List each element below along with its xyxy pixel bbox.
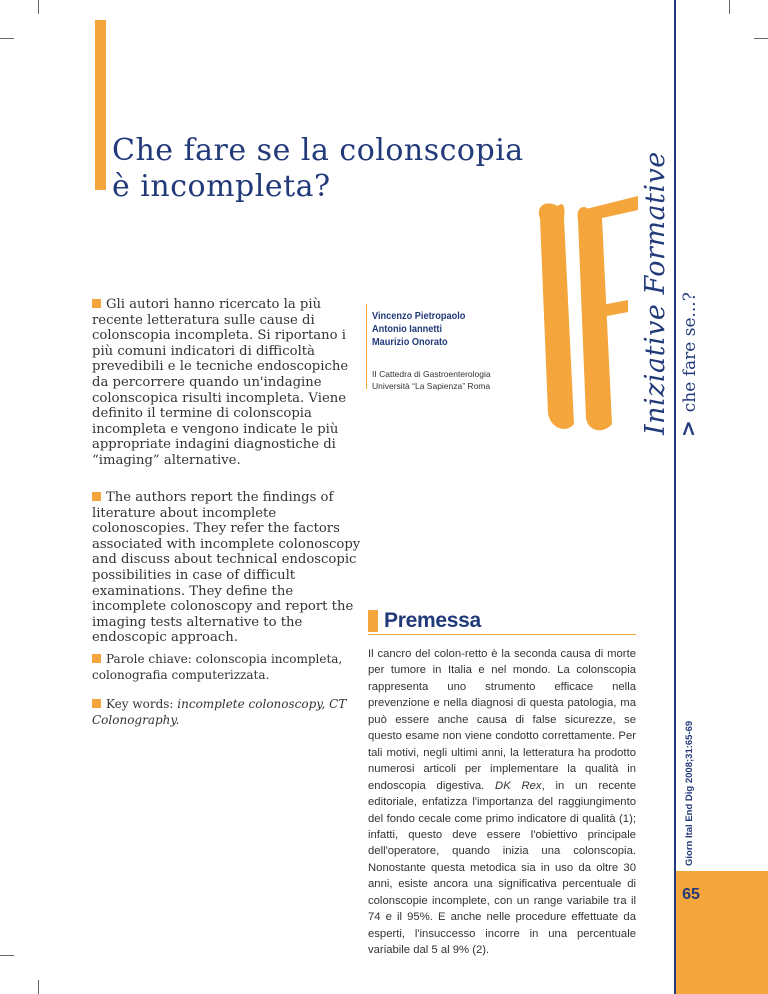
bullet-square-icon: [92, 492, 101, 501]
body-italic-ref: DK Rex: [495, 779, 542, 792]
section-rule: [368, 634, 636, 635]
bullet-square-icon: [92, 699, 101, 708]
author-list: [372, 310, 556, 349]
section-vertical-subtitle: [676, 292, 700, 437]
title-accent-bar: [95, 20, 106, 190]
affiliation-line-1: II Cattedra di Gastroenterologia: [372, 369, 491, 379]
keywords-italian-label: Parole chiave:: [106, 652, 192, 666]
keywords-english-text: incomplete colonoscopy, CT Colonography.: [92, 697, 347, 727]
crop-mark: [0, 38, 14, 39]
section-vertical-title: Iniziative Formative: [640, 151, 671, 435]
abstract-english-text: The authors report the findings of literature about incomplete colonoscopies. They refer the factors associated with incomplete colonoscopy and discuss about technical endoscopic possibilities in case of difficult examinations. They define the incomplete colonoscopy and report the imaging tests alternative to the endoscopic approach.: [92, 490, 361, 646]
abstract-italian: [92, 297, 360, 469]
crop-mark: [729, 0, 730, 14]
journal-citation: Giorn Ital End Dig 2008;31:65-69: [684, 720, 695, 866]
title-line-1: Che fare se la colonscopia: [112, 133, 524, 168]
article-title: [112, 133, 572, 205]
crop-mark: [38, 0, 39, 14]
bullet-square-icon: [92, 654, 101, 663]
affiliation-line-2: Università “La Sapienza” Roma: [372, 381, 491, 391]
chevron-right-icon: >: [676, 420, 700, 437]
subtitle-text: che fare se...?: [680, 292, 700, 413]
body-text-part-2: , in un recente editoriale, enfatizza l'importanza del raggiungimento del fondo cecale come primo indicatore di qualità (1); infatti, questo deve essere l'obiettivo principale dell'operatore, quando inizia una colonscopia. Nonostante questa metodica sia in uso da oltre 30 anni, esiste ancora una significativa percentuale di colonscopie incomplete, con un range variabile tra il 74 e il 95%. E anche nelle procedure effettuate da esperti, l'insuccesso incorre in una percentuale variabile dal 5 al 9% (2).: [368, 779, 637, 957]
body-text-part-1: Il cancro del colon-retto è la seconda causa di morte per tumore in Italia e nel mondo. La colonscopia rappresenta uno strumento efficace nella prevenzione e nella diagnosi di questa patologia, ma può essere anche causa di false sicurezze, se questo esame non viene condotto correttamente. Per tali motivi, negli ultimi anni, la letteratura ha prodotto numerosi articoli per implementare la qualità in endoscopia digestiva.: [368, 648, 636, 792]
keywords-english: [92, 697, 352, 728]
section-accent-bar: [368, 610, 378, 632]
crop-mark: [0, 955, 14, 956]
keywords-english-label: Key words:: [106, 697, 174, 711]
section-heading: Premessa: [384, 609, 481, 632]
keywords-italian-text: colonscopia incompleta, colonografia computerizzata.: [92, 652, 343, 682]
vertical-divider: [674, 0, 676, 994]
abstract-english: [92, 490, 362, 646]
bullet-square-icon: [92, 299, 101, 308]
crop-mark: [754, 38, 768, 39]
title-line-2: è incompleta?: [112, 169, 331, 204]
authors-accent-line: [366, 304, 367, 389]
page-number: 65: [682, 886, 700, 903]
abstract-italian-text: Gli autori hanno ricercato la più recente letteratura sulle cause di colonscopia incompleta. Si riportano i più comuni indicatori di difficoltà prevedibili e le tecniche endoscopiche da percorrere quando un'indagine colonscopica risulti incompleta. Viene definito il termine di colonscopia incompleta e vengono indicate le più appropriate indagini diagnostiche di “imaging” alternative.: [92, 297, 349, 468]
affiliation: [372, 368, 562, 392]
body-paragraph: [368, 646, 636, 959]
keywords-italian: [92, 652, 352, 683]
author-name: Antonio Iannetti: [372, 324, 443, 335]
author-name: Maurizio Onorato: [372, 337, 448, 348]
crop-mark: [38, 980, 39, 994]
author-name: Vincenzo Pietropaolo: [372, 311, 466, 322]
